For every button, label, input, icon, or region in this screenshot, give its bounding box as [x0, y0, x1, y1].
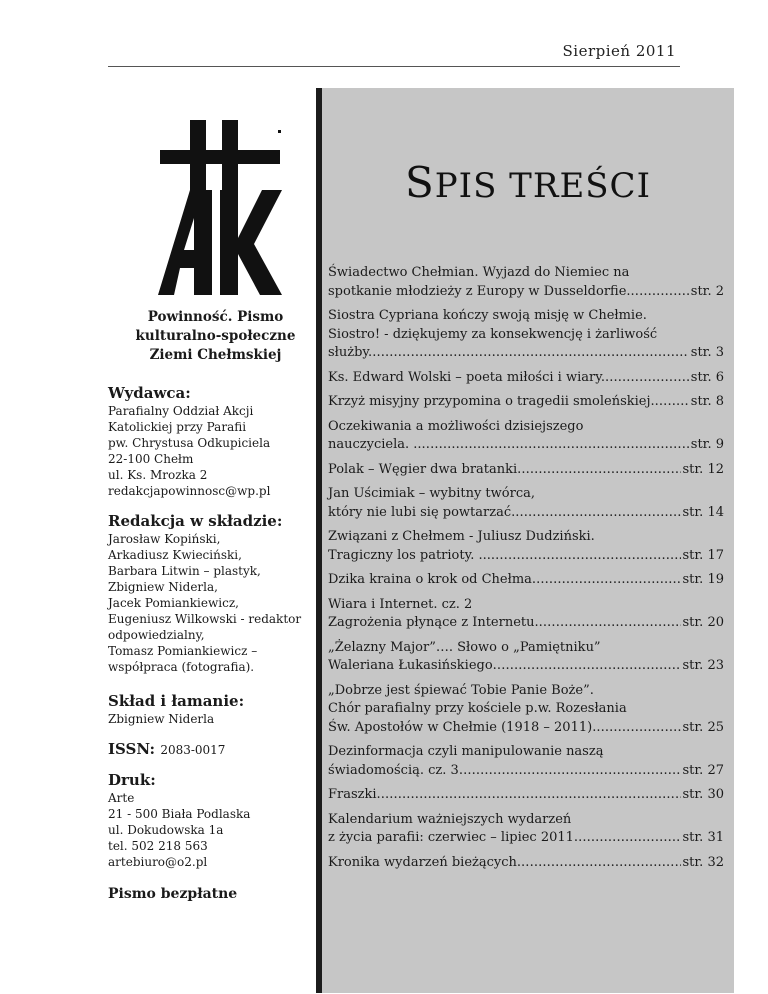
toc-title-rest: PIS TREŚCI	[434, 166, 652, 206]
toc-entry-line: „Żelazny Major”…. Słowo o „Pamiętniku”	[328, 639, 601, 655]
toc-title-initial: S	[404, 158, 435, 207]
toc-entry-last-line	[328, 283, 724, 302]
toc-entry-title: spotkanie młodzieży z Europy w Dusseldorfie.	[328, 283, 631, 299]
toc-page-number: str. 3	[690, 345, 724, 360]
toc-leader-dots	[493, 657, 681, 676]
editor-line: Barbara Litwin – plastyk,	[108, 564, 261, 578]
editor-line: Eugeniusz Wilkowski - redaktor	[108, 612, 302, 626]
publisher-heading: Wydawca:	[108, 384, 191, 402]
toc-page-number: str. 8	[690, 394, 724, 409]
toc-entry-line: Oczekiwania a możliwości dzisiejszego	[328, 418, 584, 434]
toc-page-number: str. 14	[682, 504, 724, 520]
masthead-tagline	[118, 308, 313, 365]
editor-line: współpraca (fotografia).	[108, 660, 255, 674]
toc-leader-dots	[655, 393, 689, 412]
editorial-block	[108, 511, 313, 675]
toc-entry-title: nauczyciela. ..	[328, 437, 422, 452]
toc-page-number: str. 6	[690, 369, 724, 385]
toc-entry-title: który nie lubi się powtarzać.	[328, 504, 516, 520]
toc-entry	[328, 528, 724, 565]
typesetting-block	[108, 691, 313, 727]
typesetting-line: Zbigniew Niderla	[108, 712, 215, 726]
toc-entry	[328, 393, 724, 412]
toc-entry-last-line	[328, 436, 724, 455]
toc-page-number: str. 2	[690, 283, 724, 299]
tagline-line: Powinność. Pismo	[147, 309, 284, 325]
ak-logo-icon	[150, 120, 285, 300]
toc-entry-last-line	[328, 657, 724, 676]
toc-entry-last-line	[328, 547, 724, 566]
toc-entry	[328, 743, 724, 780]
toc-title	[322, 158, 734, 207]
editorial-heading: Redakcja w składzie:	[108, 512, 283, 530]
toc-page-number: str. 19	[682, 572, 724, 587]
header-rule	[108, 66, 680, 67]
toc-entry-title: Św. Apostołów w Chełmie (1918 – 2011).	[328, 719, 597, 735]
toc-entry-line: Świadectwo Chełmian. Wyjazd do Niemiec na	[328, 265, 630, 280]
printing-heading: Druk:	[108, 771, 156, 789]
toc-entry	[328, 854, 724, 873]
toc-entry-title: Krzyż misyjny przypomina o tragedii smoleńskiej.	[328, 394, 655, 409]
toc-leader-dots	[521, 854, 680, 873]
toc-entry-line: Chór parafialny przy kościele p.w. Rozesłania	[328, 701, 627, 716]
toc-page-number: str. 20	[682, 615, 724, 630]
toc-leader-dots	[521, 461, 680, 480]
toc-leader-dots	[422, 436, 689, 455]
issue-date: Sierpień 2011	[562, 42, 676, 60]
toc-page-number: str. 31	[682, 830, 724, 845]
publisher-line: Parafialny Oddział Akcji	[108, 404, 254, 418]
publisher-line: Katolickiej przy Parafii	[108, 420, 247, 434]
toc-entry-last-line	[328, 504, 724, 523]
toc-entry-last-line	[328, 571, 724, 590]
toc-entry-last-line	[328, 461, 724, 480]
editor-line: Tomasz Pomiankiewicz –	[108, 644, 258, 658]
toc-entry	[328, 786, 724, 805]
toc-entry-last-line	[328, 369, 724, 388]
toc-entry	[328, 485, 724, 522]
toc-leader-dots	[605, 369, 689, 388]
tagline-line: kulturalno-społeczne	[135, 328, 296, 344]
toc-leader-dots	[515, 504, 680, 523]
toc-entry-last-line	[328, 762, 724, 781]
toc-page-number: str. 23	[682, 658, 724, 673]
toc-entry	[328, 461, 724, 480]
toc-entry-last-line	[328, 829, 724, 848]
toc-entry-title: służby.	[328, 345, 373, 360]
toc-leader-dots	[372, 344, 689, 363]
toc-page-number: str. 30	[682, 787, 724, 802]
toc-entry-title: Waleriana Łukasińskiego	[328, 658, 493, 673]
toc-leader-dots	[536, 571, 680, 590]
toc-entry-last-line	[328, 344, 724, 363]
toc-entry-title: Fraszki.	[328, 787, 381, 802]
toc-entry	[328, 307, 724, 363]
toc-entry-title: Tragiczny los patrioty. ...	[328, 547, 491, 563]
toc-entry	[328, 811, 724, 848]
toc-entry-title: Zagrożenia płynące z Internetu.	[328, 615, 539, 630]
toc-page-number: str. 27	[682, 762, 724, 778]
toc-entry-line: Jan Uścimiak – wybitny twórca,	[328, 486, 535, 501]
toc-entry	[328, 596, 724, 633]
toc-leader-dots	[596, 719, 680, 738]
toc-entry-line: Związani z Chełmem - Juliusz Dudziński.	[328, 529, 595, 544]
toc-entry-title: Dzika kraina o krok od Chełma.	[328, 572, 537, 587]
colophon	[108, 308, 313, 902]
toc-entry-last-line	[328, 854, 724, 873]
toc-entry-title: Polak – Węgier dwa bratanki.	[328, 461, 522, 477]
printing-line: 21 - 500 Biała Podlaska	[108, 807, 251, 821]
publisher-line: ul. Ks. Mrozka 2	[108, 468, 208, 482]
printing-block	[108, 770, 313, 870]
publisher-line: pw. Chrystusa Odkupiciela	[108, 436, 271, 450]
toc-page-number: str. 17	[682, 547, 724, 563]
toc-list	[328, 264, 724, 878]
toc-entry-last-line	[328, 393, 724, 412]
toc-entry	[328, 571, 724, 590]
toc-leader-dots	[491, 547, 681, 566]
toc-entry	[328, 639, 724, 676]
typesetting-heading: Skład i łamanie:	[108, 692, 245, 710]
toc-leader-dots	[459, 762, 681, 781]
toc-entry-title: Kronika wydarzeń bieżących.	[328, 854, 522, 870]
issn-block	[108, 741, 313, 758]
toc-entry-line: „Dobrze jest śpiewać Tobie Panie Boże”.	[328, 682, 594, 698]
publisher-line: 22-100 Chełm	[108, 452, 194, 466]
printing-line: ul. Dokudowska 1a	[108, 823, 224, 837]
toc-page-number: str. 25	[682, 719, 724, 735]
toc-entry-title: z życia parafii: czerwiec – lipiec 2011.	[328, 830, 579, 845]
toc-entry	[328, 418, 724, 455]
issn-value: 2083-0017	[160, 743, 226, 757]
editor-line: odpowiedzialny,	[108, 628, 205, 642]
printing-line: tel. 502 218 563	[108, 839, 208, 853]
toc-entry-line: Kalendarium ważniejszych wydarzeń	[328, 811, 572, 827]
toc-page-number: str. 12	[682, 461, 724, 477]
toc-entry-title: świadomością. cz. 3	[328, 762, 459, 778]
toc-entry-last-line	[328, 719, 724, 738]
toc-entry	[328, 369, 724, 388]
publisher-block	[108, 383, 313, 499]
free-note: Pismo bezpłatne	[108, 886, 238, 902]
toc-entry	[328, 264, 724, 301]
toc-entry-line: Siostra Cypriana kończy swoją misję w Chełmie.	[328, 308, 647, 323]
printing-email: artebiuro@o2.pl	[108, 855, 208, 869]
toc-entry-last-line	[328, 786, 724, 805]
tagline-line: Ziemi Chełmskiej	[149, 347, 282, 363]
toc-leader-dots	[631, 283, 689, 302]
editor-line: Jarosław Kopiński,	[108, 532, 221, 546]
editor-line: Zbigniew Niderla,	[108, 580, 218, 594]
editor-line: Jacek Pomiankiewicz,	[108, 596, 239, 610]
toc-leader-dots	[539, 614, 681, 633]
toc-page-number: str. 9	[690, 437, 724, 452]
toc-entry-line: Dezinformacja czyli manipulowanie naszą	[328, 744, 604, 759]
toc-leader-dots	[578, 829, 680, 848]
editor-line: Arkadiusz Kwieciński,	[108, 548, 242, 562]
publisher-email: redakcjapowinnosc@wp.pl	[108, 484, 271, 498]
toc-entry-line: Wiara i Internet. cz. 2	[328, 596, 473, 612]
issn-label: ISSN:	[108, 740, 156, 758]
toc-page-number: str. 32	[682, 854, 724, 870]
toc-entry-last-line	[328, 614, 724, 633]
toc-entry	[328, 682, 724, 738]
toc-leader-dots	[381, 786, 681, 805]
toc-entry-title: Ks. Edward Wolski – poeta miłości i wiary.	[328, 369, 605, 385]
toc-entry-line: Siostro! - dziękujemy za konsekwencję i żarliwość	[328, 326, 658, 342]
printing-line: Arte	[108, 791, 135, 805]
